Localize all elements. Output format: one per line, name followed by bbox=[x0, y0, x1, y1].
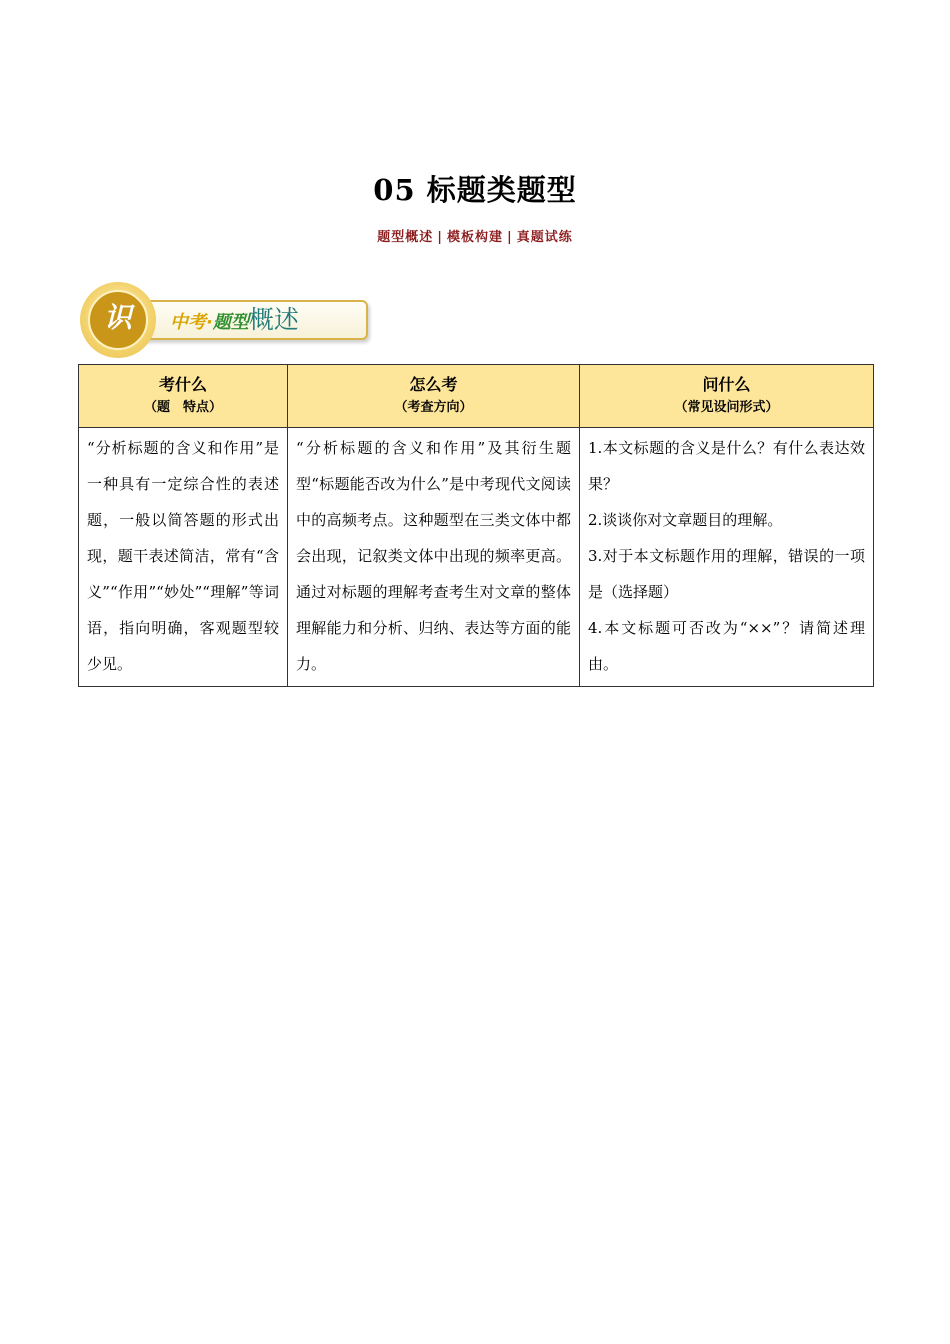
column-header-ask bbox=[580, 365, 874, 428]
subtitle-item-overview: 题型概述 bbox=[377, 230, 434, 245]
banner-label-part2: 题型 bbox=[212, 312, 249, 333]
column-subtitle: （常见设问形式） bbox=[674, 400, 779, 415]
question-form-item: 1.本文标题的含义是什么？有什么表达效果？ bbox=[588, 439, 865, 493]
subtitle-separator: | bbox=[507, 230, 513, 245]
table-row bbox=[79, 428, 874, 687]
question-form-item: 4.本文标题可否改为“××”？请简述理由。 bbox=[588, 619, 865, 673]
column-header-how bbox=[288, 365, 580, 428]
banner-label-part1: 中考· bbox=[170, 312, 213, 333]
column-subtitle: （考查方向） bbox=[394, 400, 473, 415]
page-title: 05 标题类题型 bbox=[373, 173, 577, 207]
cell-question-forms bbox=[580, 428, 874, 687]
subtitle-separator: | bbox=[437, 230, 443, 245]
question-form-item: 2.谈谈你对文章题目的理解。 bbox=[588, 511, 783, 529]
table-header-row bbox=[79, 365, 874, 428]
column-title: 怎么考 bbox=[409, 375, 458, 394]
banner-badge: 识 bbox=[88, 290, 148, 350]
column-subtitle: （题 特点） bbox=[143, 400, 222, 415]
banner-label-part3: 概述 bbox=[248, 305, 299, 334]
banner-label bbox=[170, 302, 299, 338]
subtitle-item-practice: 真题试练 bbox=[516, 230, 573, 245]
section-banner bbox=[78, 280, 378, 360]
column-title: 问什么 bbox=[702, 375, 751, 394]
subtitle-item-template: 模板构建 bbox=[446, 230, 503, 245]
overview-table bbox=[78, 364, 874, 687]
column-title: 考什么 bbox=[158, 375, 207, 394]
question-form-item: 3.对于本文标题作用的理解，错误的一项是（选择题） bbox=[588, 547, 865, 601]
cell-direction: “分析标题的含义和作用”及其衍生题型“标题能否改为什么”是中考现代文阅读中的高频考点。这种题型在三类文体中都会出现，记叙类文体中出现的频率更高。通过对标题的理解考查考生对文章的整体理解能力和分析、归纳、表达等方面的能力。 bbox=[288, 428, 580, 687]
column-header-what bbox=[79, 365, 288, 428]
subtitle-nav bbox=[0, 226, 950, 245]
cell-features: “分析标题的含义和作用”是一种具有一定综合性的表述题，一般以简答题的形式出现，题干表述简洁，常有“含义”“作用”“妙处”“理解”等词语，指向明确，客观题型较少见。 bbox=[79, 428, 288, 687]
